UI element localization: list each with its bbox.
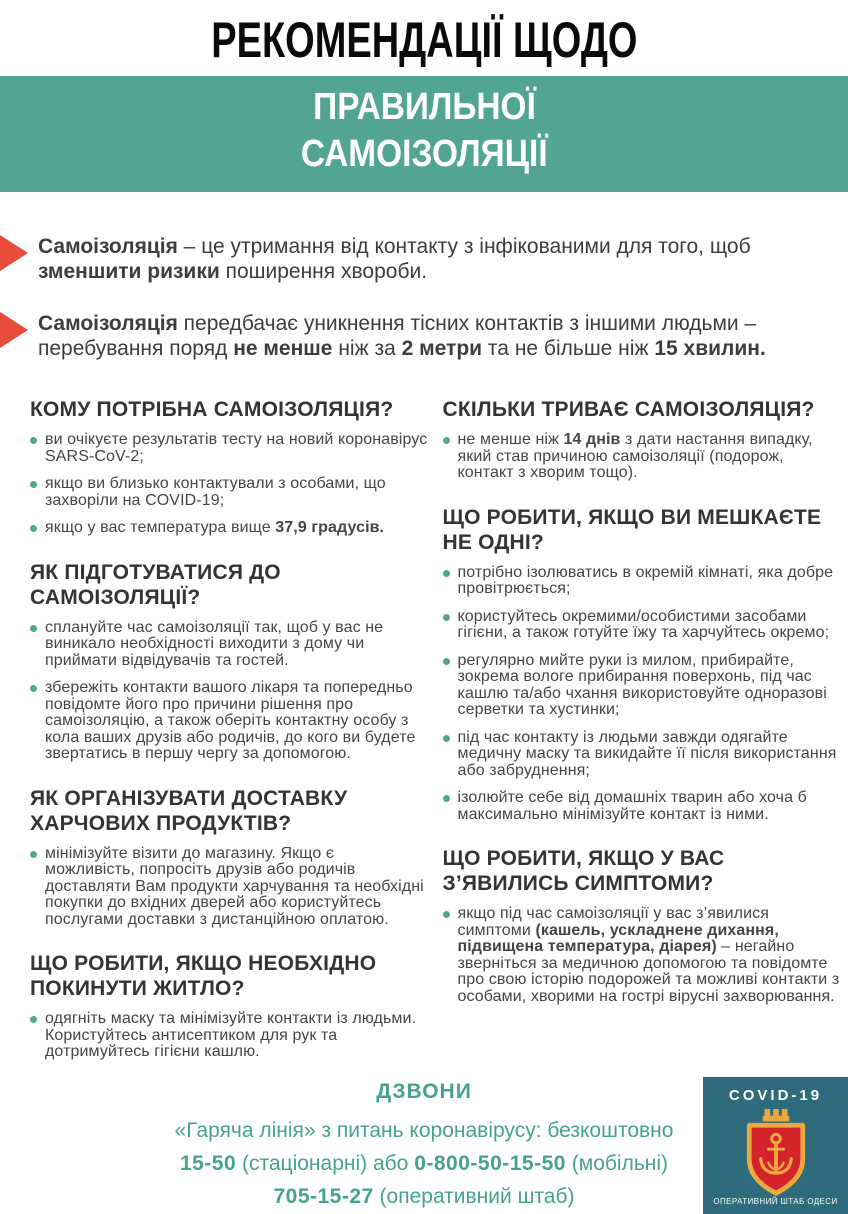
covid-badge-title: COVID-19: [728, 1087, 823, 1104]
arrow-right-icon: [0, 235, 28, 271]
section-leaving-home: [30, 951, 428, 1061]
text-segment: (кашель, ускладнене дихання, підвищена температура, діарея): [457, 921, 779, 955]
section-heading: ЯК ПІДГОТУВАТИСЯ ДО САМОІЗОЛЯЦІЇ?: [30, 560, 281, 609]
bullet-text: [458, 432, 841, 482]
text-segment: якщо ви близько контактували з особами, що захворіли на COVID-19;: [45, 475, 386, 509]
text-segment: регулярно мийте руки із милом, прибирайте, зокрема вологе прибирання поверхонь, під час кашлю та/або чхання використовуйте одноразові серветки та хустинки;: [457, 651, 827, 718]
text-segment: «Гаряча лінія» з питань коронавірусу: безкоштовно: [174, 1119, 674, 1142]
text-segment: ніж за: [332, 337, 402, 360]
section-duration: [443, 397, 841, 482]
bullet-text: [458, 565, 841, 598]
bullet-item: [30, 1011, 428, 1061]
text-segment: не менше: [233, 337, 333, 360]
intro-paragraph-2: [38, 311, 822, 361]
bullet-dot-icon: [30, 1016, 37, 1023]
bullet-item: [30, 846, 428, 929]
section-heading: СКІЛЬКИ ТРИВАЄ САМОІЗОЛЯЦІЯ?: [442, 398, 815, 421]
text-segment: ви очікуєте результатів тесту на новий коронавірус SARS-CoV-2;: [45, 431, 428, 465]
section-heading: КОМУ ПОТРІБНА САМОІЗОЛЯЦІЯ?: [30, 398, 394, 421]
text-segment: якщо у вас температура вище: [45, 519, 276, 536]
crown-icon: [762, 1109, 789, 1121]
bullet-dot-icon: [30, 625, 37, 632]
right-column: [443, 397, 841, 1084]
bullet-item: [30, 680, 428, 763]
bullet-list: [443, 432, 841, 482]
text-segment: Самоізоляція: [38, 312, 178, 335]
bullet-item: [443, 906, 841, 1005]
bullet-text: [45, 476, 428, 509]
bullet-text: [45, 846, 428, 929]
calls-label: ДЗВОНИ: [376, 1080, 472, 1103]
bullet-text: [458, 653, 841, 719]
text-segment: збережіть контакти вашого лікаря та попередньо повідомте його про причини рішення про самоізоляцію, а також оберіть контактну особу з кола ваших друзів або родичів, до кого ви будете звертатись в першу чергу за допомогою.: [45, 679, 416, 762]
bullet-text: [458, 790, 841, 823]
text-segment: 15-50: [179, 1152, 237, 1175]
text-segment: мінімізуйте візити до магазину. Якщо є можливість, попросіть друзів або родичів доставляти Вам продукти харчування та необхідні покупки до вхідних дверей або користуйтесь послугами доставки з дистанційною оплатою.: [45, 844, 424, 928]
bullet-dot-icon: [443, 614, 450, 621]
bullet-text: [458, 906, 841, 1005]
section-heading: ЩО РОБИТИ, ЯКЩО НЕОБХІДНО ПОКИНУТИ ЖИТЛО?: [30, 952, 377, 1000]
section-not-alone: [443, 505, 841, 824]
intro-paragraph-1-text: [38, 235, 751, 283]
text-segment: (мобільні): [565, 1152, 669, 1175]
bullet-text: [458, 730, 841, 780]
bullet-list: [443, 565, 841, 824]
section-food-delivery: [30, 786, 428, 929]
bullet-item: [443, 609, 841, 642]
text-segment: користуйтесь окремими/особистими засобами гігієни, а також готуйте їжу та харчуйтесь окремо;: [457, 607, 830, 641]
content-columns: [30, 397, 840, 1084]
section-symptoms: [443, 846, 841, 1005]
bullet-list: [30, 620, 428, 763]
page-title: [0, 14, 848, 66]
bullet-list: [30, 846, 428, 929]
bullet-item: [30, 520, 428, 537]
band-line-1: ПРАВИЛЬНОЇ: [312, 86, 536, 128]
text-segment: з дати настання випадку, який став причиною самоізоляції (подорож, контакт з хворим тощо).: [457, 431, 813, 481]
text-segment: ізолюйте себе від домашніх тварин або хоча б максимально мінімізуйте контакт із ними.: [457, 789, 807, 823]
text-segment: одягніть маску та мінімізуйте контакти із людьми. Користуйтесь антисептиком для рук та дотримуйтесь гігієни кашлю.: [45, 1010, 417, 1060]
title-band: [0, 76, 848, 192]
text-segment: якщо під час самоізоляції у вас з’явилися симптоми: [457, 905, 769, 939]
covid-staff-badge: [703, 1077, 848, 1214]
text-segment: не менше ніж: [457, 431, 564, 448]
bullet-dot-icon: [30, 481, 37, 488]
bullet-item: [443, 565, 841, 598]
text-segment: поширення хвороби.: [219, 260, 428, 283]
bullet-dot-icon: [443, 911, 450, 918]
bullet-text: [45, 1011, 428, 1061]
intro-paragraph-2-text: [38, 312, 766, 360]
bullet-dot-icon: [30, 851, 37, 858]
band-line-2: САМОІЗОЛЯЦІЇ: [300, 133, 548, 175]
bullet-text: [45, 620, 428, 670]
section-who-needs: [30, 397, 428, 537]
section-how-to-prepare: [30, 560, 428, 763]
page-title-text: РЕКОМЕНДАЦІЇ ЩОДО: [210, 12, 638, 68]
bullet-item: [30, 620, 428, 670]
bullet-item: [30, 476, 428, 509]
text-segment: – це утримання від контакту з інфікованими для того, щоб: [177, 235, 751, 258]
text-segment: 2 метри: [401, 337, 483, 360]
text-segment: 14 днів: [563, 431, 621, 448]
bullet-dot-icon: [30, 685, 37, 692]
bullet-dot-icon: [443, 735, 450, 742]
bullet-item: [443, 730, 841, 780]
intro-paragraph-1: [38, 234, 822, 284]
covid-badge-caption: ОПЕРАТИВНИЙ ШТАБ ОДЕСИ: [713, 1197, 838, 1206]
bullet-item: [443, 790, 841, 823]
poster-page: [0, 14, 848, 1214]
bullet-item: [443, 653, 841, 719]
text-segment: (оперативний штаб): [373, 1185, 575, 1208]
section-heading: ЩО РОБИТИ, ЯКЩО У ВАС З’ЯВИЛИСЬ СИМПТОМИ?: [442, 847, 725, 895]
left-column: [30, 397, 428, 1084]
bullet-list: [443, 906, 841, 1005]
text-segment: та не більше ніж: [482, 337, 655, 360]
bullet-item: [30, 432, 428, 465]
arrow-right-icon: [0, 312, 28, 348]
intro-section: [38, 234, 822, 361]
text-segment: зменшити ризики: [38, 260, 220, 283]
text-segment: сплануйте час самоізоляції так, щоб у вас не виникало необхідності виходити з дому чи приймати відвідувачів та гостей.: [45, 618, 384, 669]
text-segment: потрібно ізолюватись в окремій кімнаті, яка добре провітрюється;: [457, 563, 834, 597]
bullet-item: [443, 432, 841, 482]
odesa-coat-of-arms-icon: [737, 1109, 815, 1197]
section-heading: ЩО РОБИТИ, ЯКЩО ВИ МЕШКАЄТЕ НЕ ОДНІ?: [442, 505, 822, 554]
bullet-dot-icon: [443, 570, 450, 577]
text-segment: 37,9 градусів.: [275, 519, 385, 536]
bullet-dot-icon: [30, 525, 37, 532]
text-segment: – негайно зверніться за медичною допомогою та повідомте про свою історію подорожей та можливі контакти з особами, хворими на гострі вірусні захворювання.: [457, 938, 840, 1005]
text-segment: (стаціонарні) або: [236, 1152, 415, 1175]
text-segment: Самоізоляція: [38, 235, 178, 258]
bullet-dot-icon: [443, 795, 450, 802]
section-heading: ЯК ОРГАНІЗУВАТИ ДОСТАВКУ ХАРЧОВИХ ПРОДУКТІВ?: [30, 786, 348, 835]
bullet-dot-icon: [30, 437, 37, 444]
bullet-list: [30, 1011, 428, 1061]
bullet-text: [458, 609, 841, 642]
text-segment: передбачає уникнення тісних контактів з іншими людьми – перебування поряд: [38, 312, 757, 360]
text-segment: 0-800-50-15-50: [414, 1152, 566, 1175]
bullet-text: [45, 432, 428, 465]
bullet-list: [30, 432, 428, 537]
bullet-text: [45, 520, 384, 537]
bullet-text: [45, 680, 428, 763]
bullet-dot-icon: [443, 437, 450, 444]
bullet-dot-icon: [443, 658, 450, 665]
text-segment: під час контакту із людьми завжди одягайте медичну маску та викидайте її після використання або забруднення;: [457, 728, 837, 779]
text-segment: 705-15-27: [273, 1185, 374, 1208]
text-segment: 15 хвилин.: [654, 337, 766, 360]
